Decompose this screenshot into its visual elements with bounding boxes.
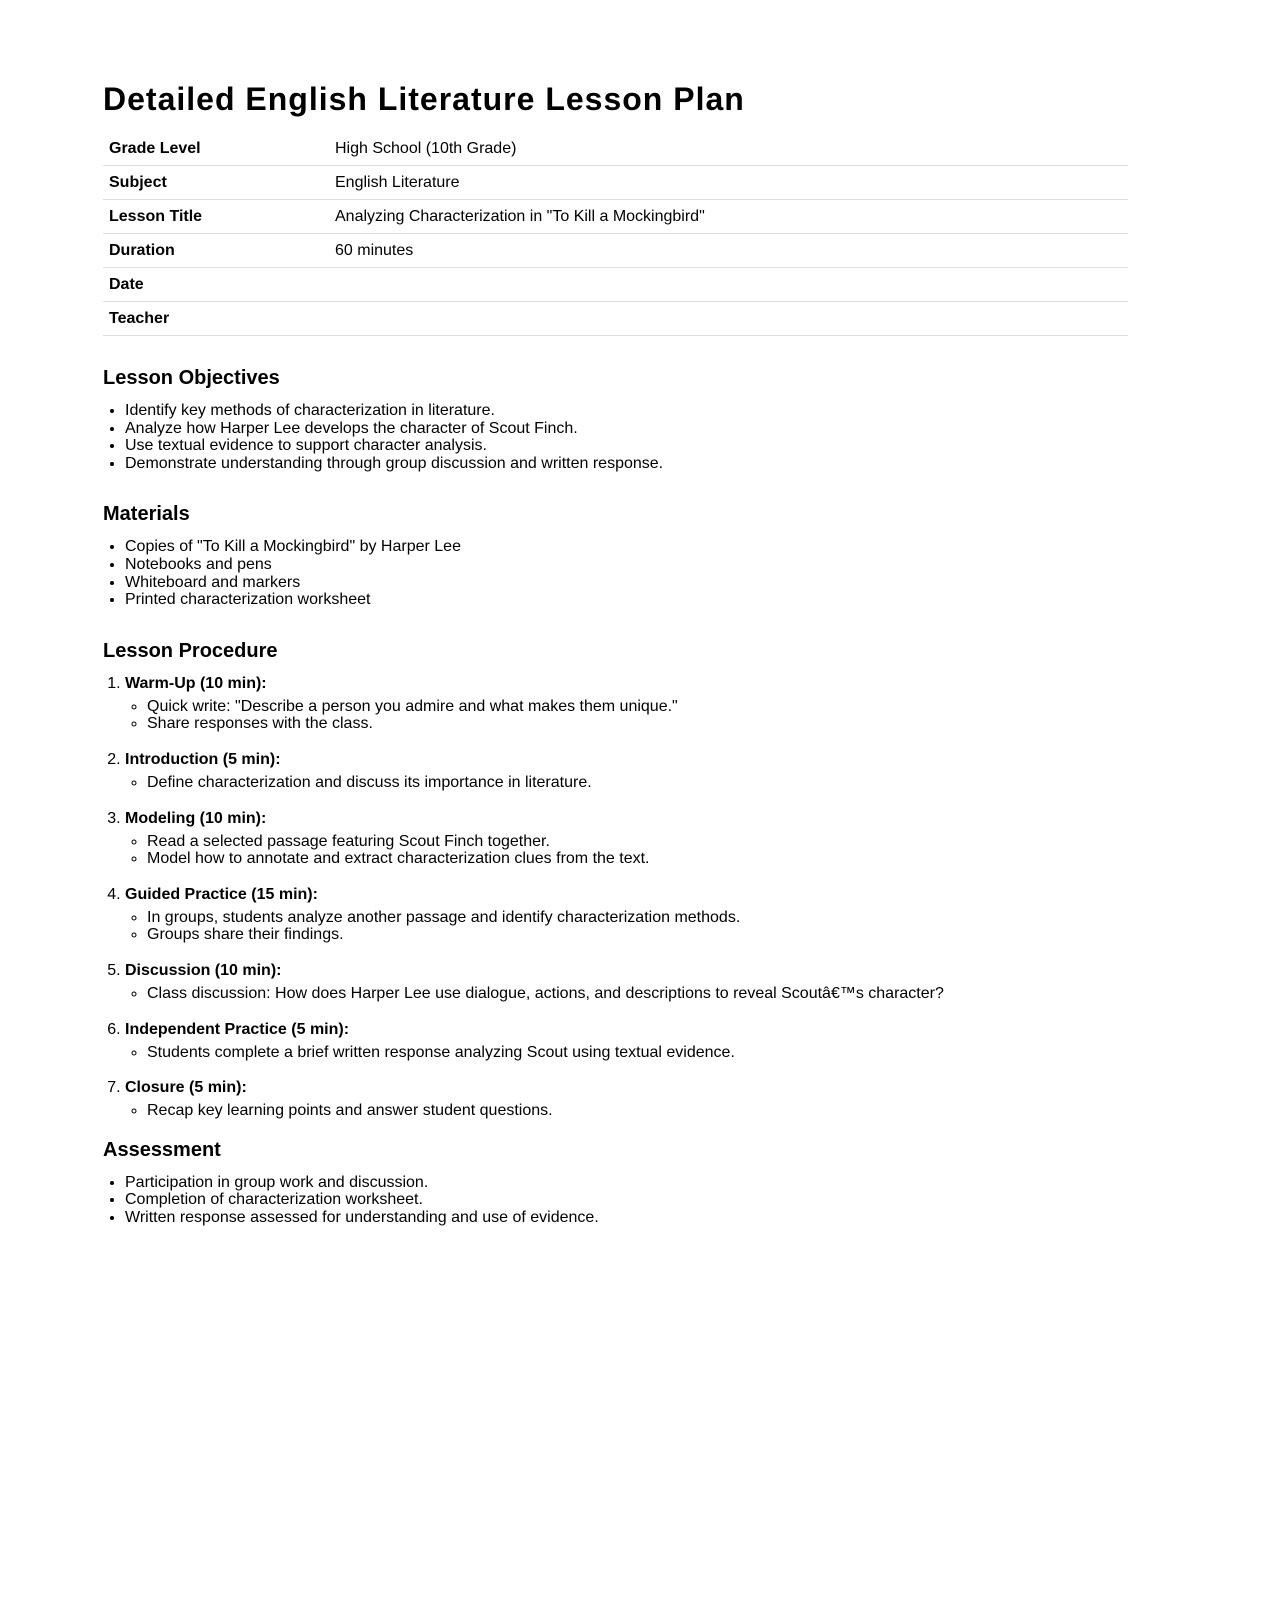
list-item: • Written response assessed for understanding and use of evidence. [125,1209,1128,1227]
step-details [125,833,1128,868]
step-title: Closure (5 min): [125,1079,247,1097]
list-item: • Completion of characterization worksheet. [125,1191,1128,1209]
list-item: • Participation in group work and discussion. [125,1174,1128,1192]
list-item: • Use textual evidence to support character analysis. [125,437,1128,455]
procedure-step [125,810,1128,868]
procedure-step [125,1021,1128,1062]
row-label: Duration [103,234,329,268]
page-title: Detailed English Literature Lesson Plan [103,81,745,117]
list-item: ◦ Share responses with the class. [147,715,1128,733]
procedure-section [103,639,1128,1120]
step-title: Warm-Up (10 min): [125,674,267,692]
list-item: ◦ Model how to annotate and extract characterization clues from the text. [147,850,1128,868]
row-value: 60 minutes [329,234,1128,268]
list-item: ◦ Groups share their findings. [147,926,1128,944]
step-title: Guided Practice (15 min): [125,885,318,903]
step-title: Discussion (10 min): [125,961,282,979]
list-item: ◦ In groups, students analyze another passage and identify characterization methods. [147,909,1128,927]
row-value [329,268,1128,302]
table-row [103,268,1128,302]
procedure-step [125,962,1128,1003]
table-row [103,302,1128,336]
assessment-list [103,1174,1128,1227]
row-value: Analyzing Characterization in "To Kill a Mockingbird" [329,200,1128,234]
procedure-step [125,886,1128,944]
row-label: Date [103,268,329,302]
step-details [125,1102,1128,1120]
list-item: ◦ Recap key learning points and answer student questions. [147,1102,1128,1120]
step-title: Introduction (5 min): [125,750,281,768]
section-heading: Assessment [103,1138,221,1161]
section-heading: Lesson Procedure [103,639,278,662]
step-details [125,909,1128,944]
section-heading: Materials [103,503,190,526]
row-label: Lesson Title [103,200,329,234]
materials-section [103,502,1128,608]
list-item: ◦ Class discussion: How does Harper Lee use dialogue, actions, and descriptions to reveal Scoutâ€™s character? [147,985,1128,1003]
step-details [125,774,1128,792]
objectives-list [103,402,1128,472]
step-details [125,1044,1128,1062]
procedure-step [125,675,1128,733]
list-item: ◦ Students complete a brief written response analyzing Scout using textual evidence. [147,1044,1128,1062]
step-title: Modeling (10 min): [125,809,267,827]
lesson-info-table [103,132,1128,336]
table-row [103,234,1128,268]
row-label: Subject [103,166,329,200]
list-item: • Printed characterization worksheet [125,591,1128,609]
table-row [103,166,1128,200]
list-item: ◦ Quick write: "Describe a person you admire and what makes them unique." [147,698,1128,716]
assessment-section [103,1138,1128,1227]
list-item: ◦ Read a selected passage featuring Scout Finch together. [147,833,1128,851]
table-row [103,200,1128,234]
procedure-step [125,1079,1128,1120]
row-value [329,302,1128,336]
row-value: High School (10th Grade) [329,132,1128,166]
step-title: Independent Practice (5 min): [125,1020,350,1038]
list-item: • Copies of "To Kill a Mockingbird" by Harper Lee [125,538,1128,556]
row-label: Teacher [103,302,329,336]
procedure-step [125,751,1128,792]
list-item: ◦ Define characterization and discuss its importance in literature. [147,774,1128,792]
list-item: • Whiteboard and markers [125,574,1128,592]
table-row [103,132,1128,166]
section-heading: Lesson Objectives [103,367,280,389]
list-item: • Analyze how Harper Lee develops the character of Scout Finch. [125,420,1128,438]
step-details [125,985,1128,1003]
row-value: English Literature [329,166,1128,200]
list-item: • Demonstrate understanding through group discussion and written response. [125,455,1128,473]
row-label: Grade Level [103,132,329,166]
step-details [125,698,1128,733]
list-item: • Identify key methods of characterization in literature. [125,402,1128,420]
objectives-section [103,366,1128,472]
list-item: • Notebooks and pens [125,556,1128,574]
procedure-steps [103,675,1128,1120]
materials-list [103,538,1128,608]
